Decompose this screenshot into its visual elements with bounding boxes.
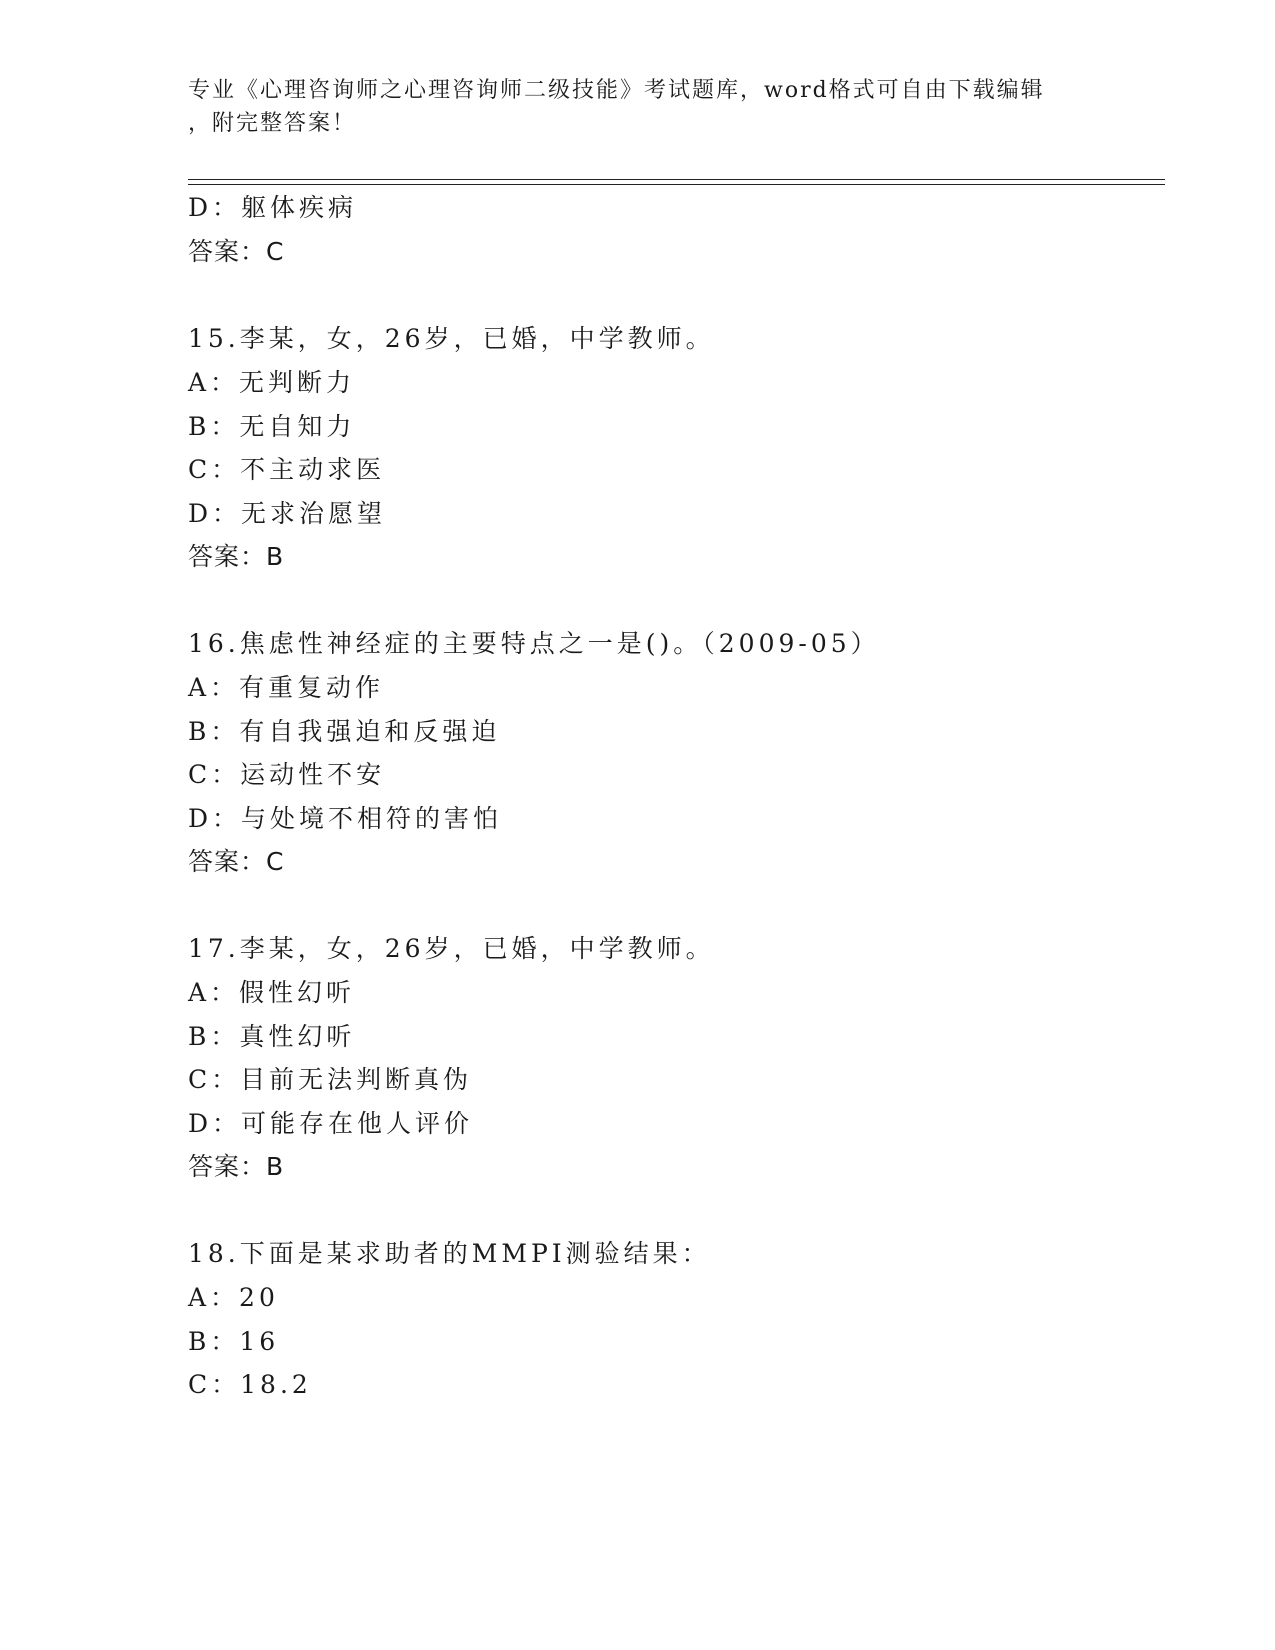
header-line-2: ，附完整答案！ bbox=[188, 111, 357, 136]
q15-stem: 15.李某，女，26岁，已婚，中学教师。 bbox=[188, 324, 715, 353]
q18-option-c: C：18.2 bbox=[188, 1370, 312, 1399]
q15-option-d: D：无求治愿望 bbox=[188, 499, 387, 528]
header-divider-top bbox=[188, 179, 1165, 180]
header-divider-bottom bbox=[188, 184, 1165, 185]
q16-stem: 16.焦虑性神经症的主要特点之一是()。（2009-05） bbox=[188, 629, 880, 658]
q17-answer: 答案：B bbox=[188, 1152, 285, 1181]
q14-option-d: D：躯体疾病 bbox=[188, 193, 358, 222]
q16-option-b: B：有自我强迫和反强迫 bbox=[188, 717, 501, 746]
q14-answer: 答案：C bbox=[188, 237, 285, 266]
q17-stem: 17.李某，女，26岁，已婚，中学教师。 bbox=[188, 934, 715, 963]
q18-stem: 18.下面是某求助者的MMPI测验结果： bbox=[188, 1239, 711, 1268]
q18-option-a: A：20 bbox=[188, 1283, 279, 1312]
q15-option-a: A：无判断力 bbox=[188, 368, 356, 397]
document-header bbox=[188, 74, 1088, 140]
q17-option-b: B：真性幻听 bbox=[188, 1022, 356, 1051]
q17-option-d: D：可能存在他人评价 bbox=[188, 1109, 474, 1138]
q15-option-c: C：不主动求医 bbox=[188, 455, 386, 484]
q16-option-d: D：与处境不相符的害怕 bbox=[188, 804, 503, 833]
q17-option-a: A：假性幻听 bbox=[188, 978, 356, 1007]
q15-option-b: B：无自知力 bbox=[188, 412, 356, 441]
q16-option-c: C：运动性不安 bbox=[188, 760, 386, 789]
q16-option-a: A：有重复动作 bbox=[188, 673, 385, 702]
header-line-1: 专业《心理咨询师之心理咨询师二级技能》考试题库，word格式可自由下载编辑 bbox=[188, 78, 1045, 103]
q18-option-b: B：16 bbox=[188, 1327, 280, 1356]
q17-option-c: C：目前无法判断真伪 bbox=[188, 1065, 473, 1094]
q16-answer: 答案：C bbox=[188, 847, 285, 876]
q15-answer: 答案：B bbox=[188, 542, 285, 571]
